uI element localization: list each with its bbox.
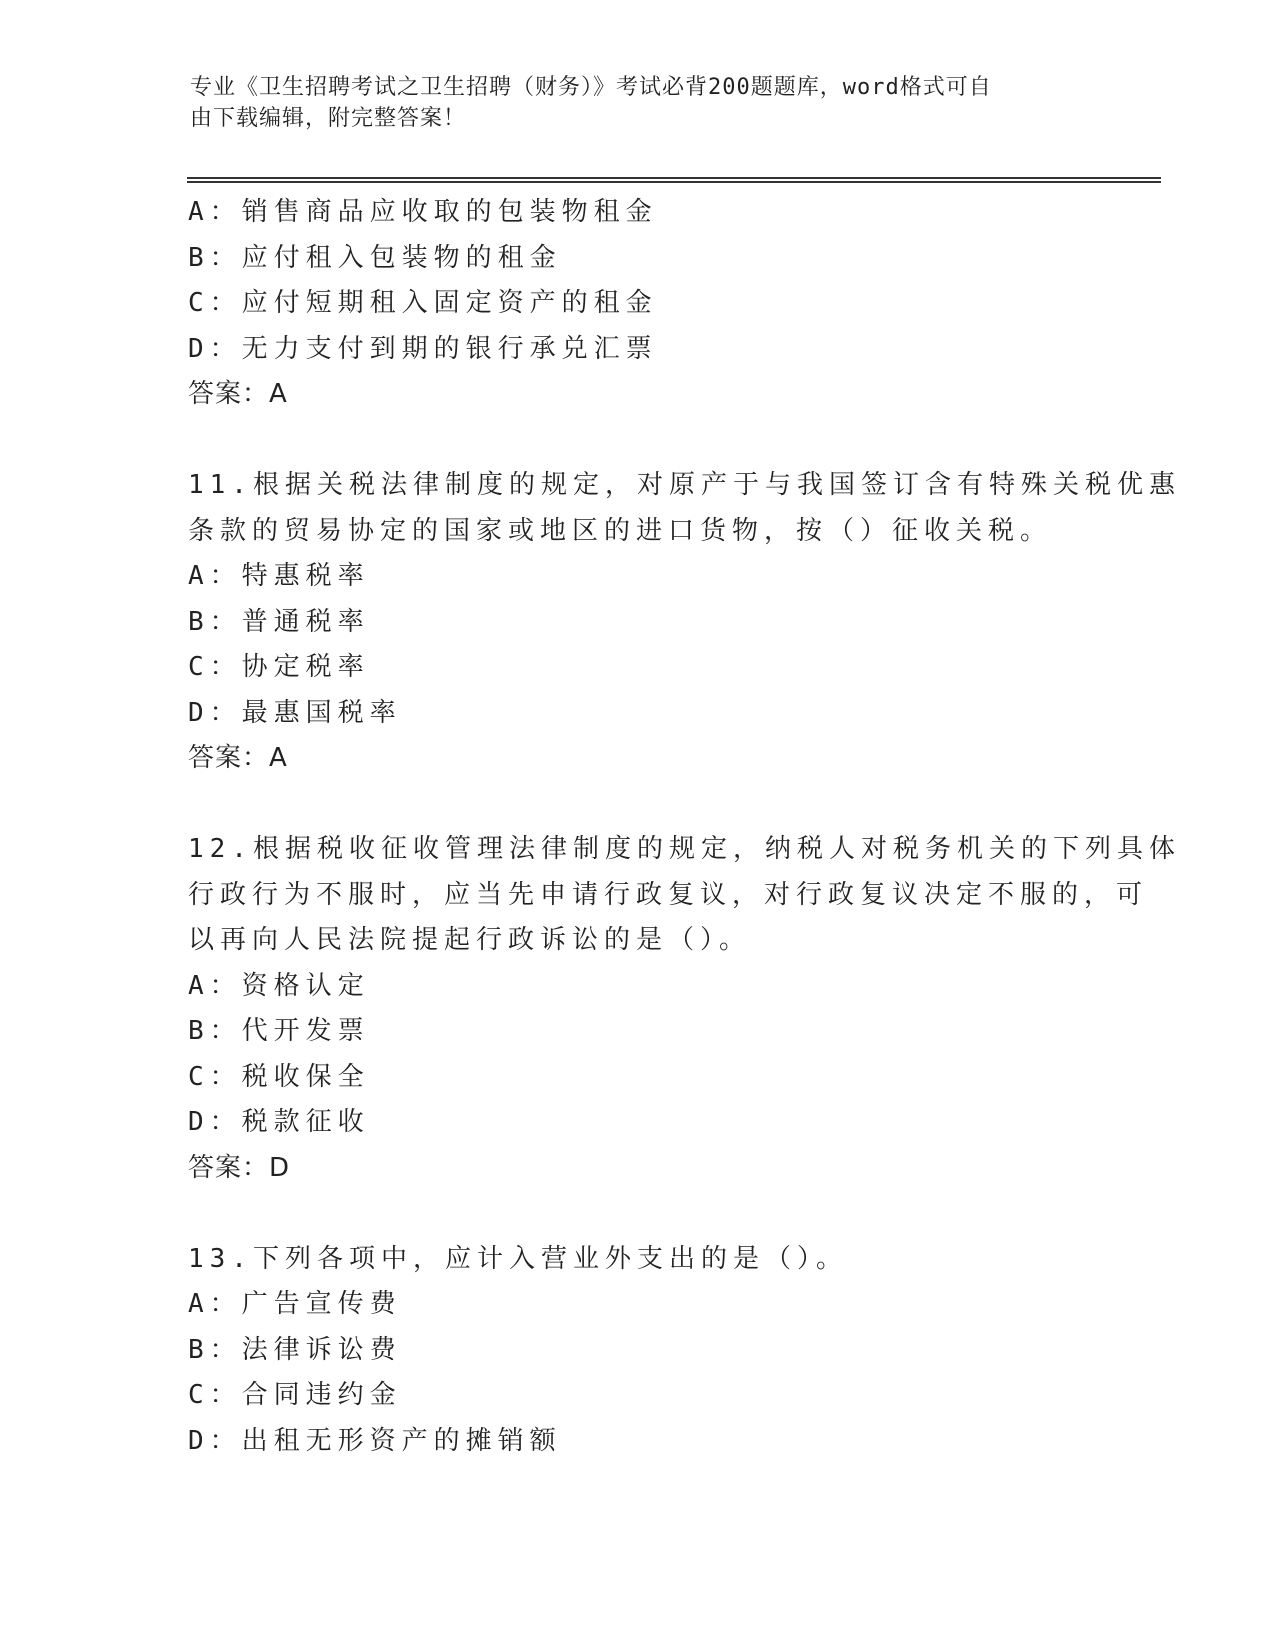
question-block-10 bbox=[188, 190, 1088, 418]
option-d: D：无力支付到期的银行承兑汇票 bbox=[188, 333, 658, 364]
option-a: A：销售商品应收取的包装物租金 bbox=[188, 197, 658, 227]
option-c: C：协定税率 bbox=[188, 652, 370, 682]
document-header bbox=[190, 72, 1090, 134]
option-d: D：税款征收 bbox=[188, 1107, 370, 1137]
option-a: A：资格认定 bbox=[188, 970, 370, 1001]
option-c: C：合同违约金 bbox=[188, 1380, 402, 1410]
option-b: B：代开发票 bbox=[188, 1016, 370, 1046]
option-d: D：最惠国税率 bbox=[188, 697, 402, 728]
question-stem-line: 以再向人民法院提起行政诉讼的是（）。 bbox=[188, 925, 752, 955]
question-block-12 bbox=[188, 827, 1181, 1191]
option-b: B：普通税率 bbox=[188, 606, 370, 637]
option-a: A：广告宣传费 bbox=[188, 1289, 402, 1319]
option-c: C：税收保全 bbox=[188, 1061, 370, 1092]
option-d: D：出租无形资产的摊销额 bbox=[188, 1425, 562, 1456]
answer-line: 答案：A bbox=[188, 743, 288, 773]
header-line-2: 由下载编辑，附完整答案！ bbox=[190, 106, 467, 131]
option-c: C：应付短期租入固定资产的租金 bbox=[188, 288, 658, 318]
header-line-1: 专业《卫生招聘考试之卫生招聘（财务）》考试必背200题题库，word格式可自 bbox=[190, 75, 992, 100]
answer-line: 答案：A bbox=[188, 379, 288, 409]
answer-line: 答案：D bbox=[188, 1152, 291, 1183]
question-stem-line: 条款的贸易协定的国家或地区的进口货物，按（）征收关税。 bbox=[188, 515, 1053, 546]
option-b: B：应付租入包装物的租金 bbox=[188, 242, 562, 273]
question-list bbox=[188, 190, 1181, 1464]
question-block-13 bbox=[188, 1237, 1088, 1465]
question-stem-line: 11.根据关税法律制度的规定，对原产于与我国签订含有特殊关税优惠 bbox=[188, 470, 1181, 500]
question-stem-line: 行政行为不服时，应当先申请行政复议，对行政复议决定不服的，可 bbox=[188, 879, 1149, 910]
option-b: B：法律诉讼费 bbox=[188, 1334, 402, 1365]
question-stem-line: 13.下列各项中，应计入营业外支出的是（）。 bbox=[188, 1243, 848, 1274]
question-block-11 bbox=[188, 463, 1181, 782]
question-stem-line: 12.根据税收征收管理法律制度的规定，纳税人对税务机关的下列具体 bbox=[188, 834, 1181, 864]
option-a: A：特惠税率 bbox=[188, 561, 370, 591]
header-double-rule bbox=[187, 177, 1161, 183]
